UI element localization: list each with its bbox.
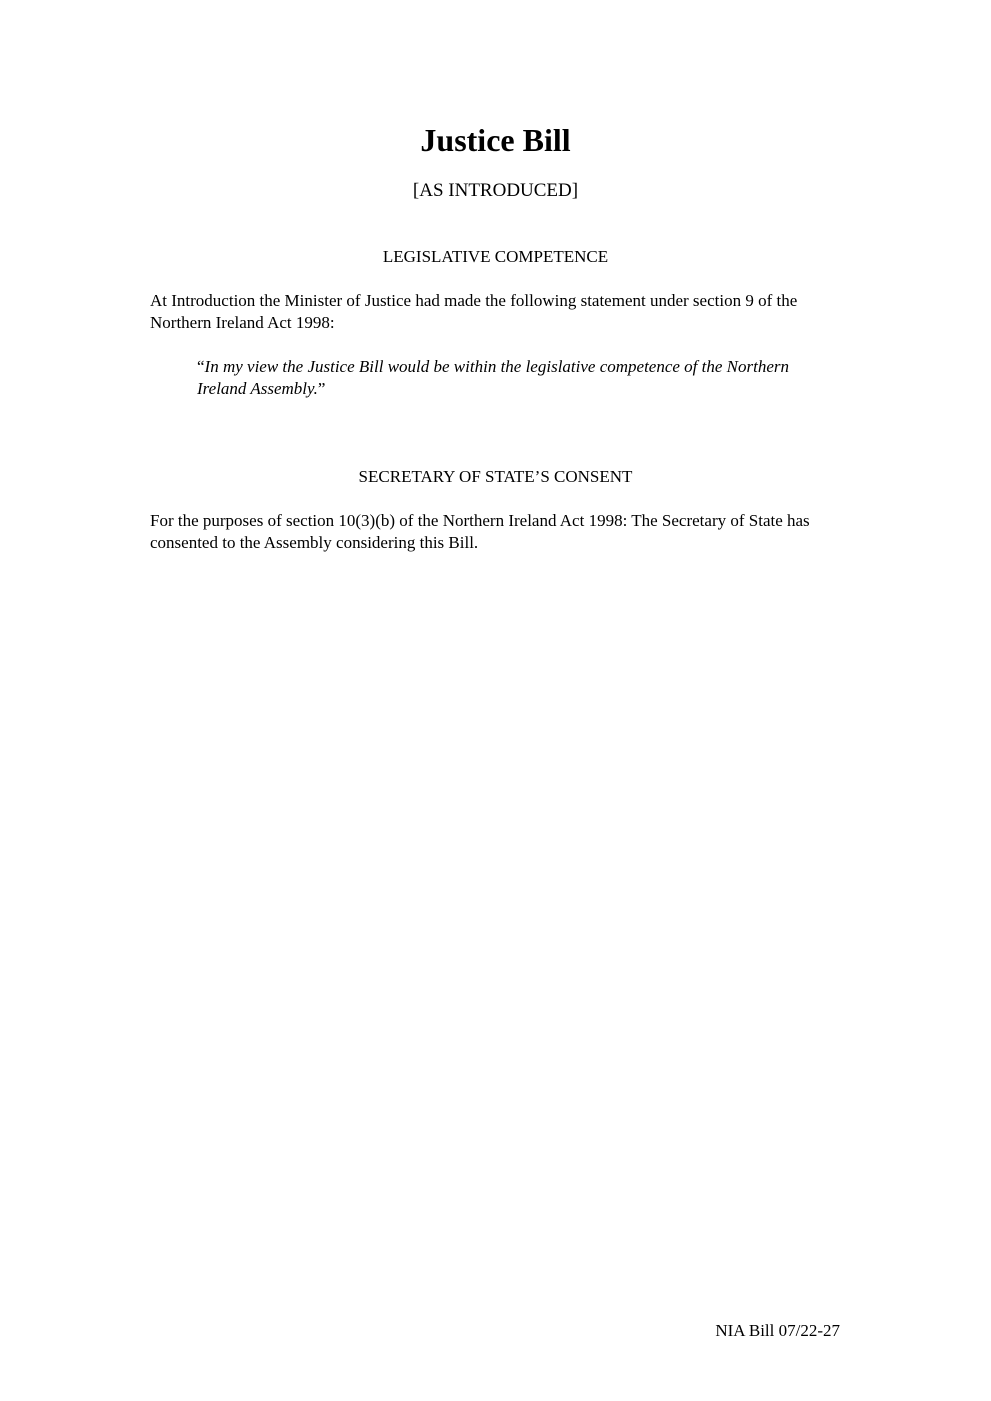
- bill-title: Justice Bill: [420, 122, 571, 158]
- legislative-competence-heading: LEGISLATIVE COMPETENCE: [382, 247, 609, 266]
- secretary-consent-heading: SECRETARY OF STATE’S CONSENT: [358, 467, 633, 486]
- secretary-consent-statement: For the purposes of section 10(3)(b) of the Northern Ireland Act 1998: The Secretary of State has consented to the Assembly considering this Bill.: [150, 511, 810, 552]
- quote-close-mark: ”: [317, 379, 326, 398]
- bill-reference-number: NIA Bill 07/22-27: [715, 1321, 840, 1340]
- quote-open-mark: “: [197, 357, 205, 376]
- bill-status: [AS INTRODUCED]: [412, 180, 579, 201]
- quote-text: In my view the Justice Bill would be within the legislative competence of the Northern Ireland Assembly.: [197, 357, 790, 398]
- legislative-competence-statement: At Introduction the Minister of Justice had made the following statement under section 9 of the Northern Ireland Act 1998:: [150, 291, 798, 332]
- minister-quote: [197, 356, 827, 400]
